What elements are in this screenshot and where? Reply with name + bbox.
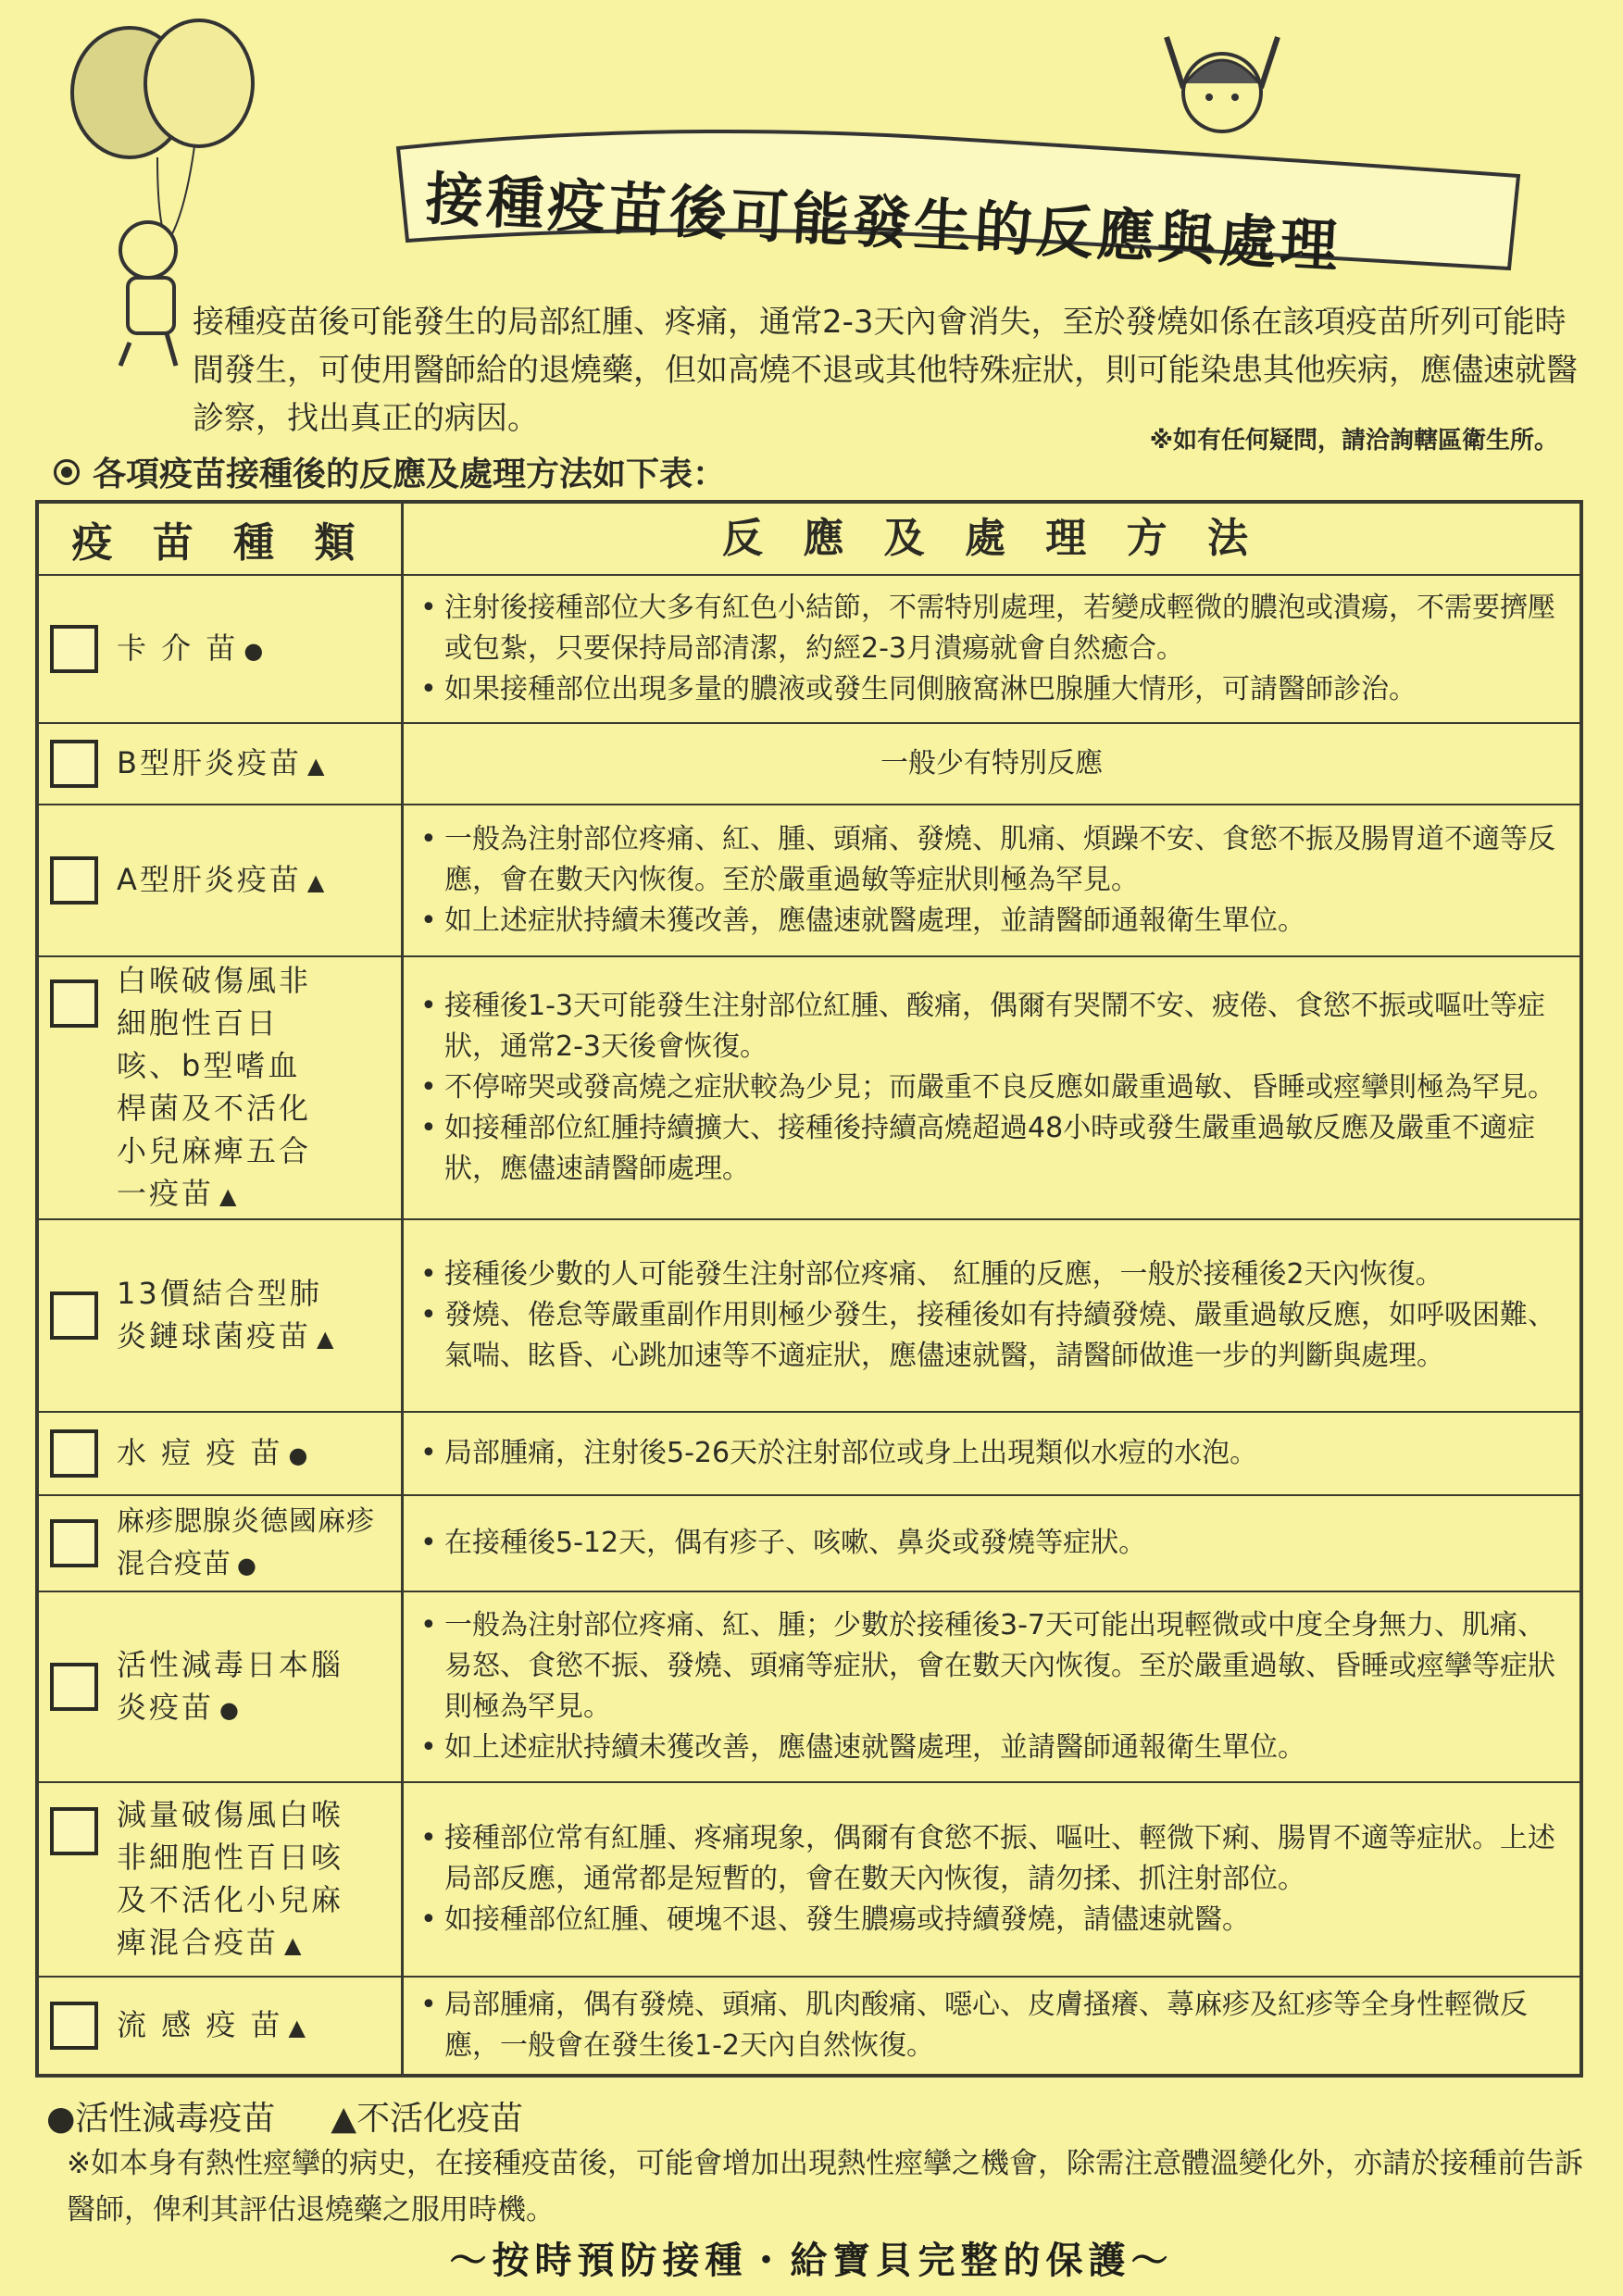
reaction-item: • 一般為注射部位疼痛、紅、腫、頭痛、發燒、肌痛、煩躁不安、食慾不振及腸胃道不適等反應，會在數天內恢復。至於嚴重過敏等症狀則極為罕見。 [418, 819, 1565, 901]
table-row [39, 574, 1579, 722]
vaccine-name: B型肝炎疫苗 ▲ [117, 744, 328, 780]
vaccine-name: 白喉破傷風非細胞性百日咳、b型嗜血桿菌及不活化小兒麻痺五合一疫苗 ▲ [117, 962, 312, 1211]
vaccine-cell [39, 1783, 404, 1976]
reaction-item: • 如上述症狀持續未獲改善，應儘速就醫處理，並請醫師通報衛生單位。 [418, 1728, 1565, 1768]
reaction-item: • 一般為注射部位疼痛、紅、腫；少數於接種後3-7天可能出現輕微或中度全身無力、肌痛、易怒、食慾不振、發燒、頭痛等症狀，會在數天內恢復。至於嚴重過敏、昏睡或痙攣等症狀則極為罕見。 [418, 1605, 1565, 1728]
vaccine-name: A型肝炎疫苗 ▲ [117, 861, 328, 897]
reaction-item: • 局部腫痛，偶有發燒、頭痛、肌肉酸痛、噁心、皮膚搔癢、蕁麻疹及紅疹等全身性輕微反應，一般會在發生後1-2天內自然恢復。 [418, 1985, 1565, 2066]
vaccine-cell [39, 1220, 404, 1411]
vaccine-cell [39, 1592, 404, 1781]
vaccine-name: 減量破傷風白喉非細胞性百日咳及不活化小兒麻痺混合疫苗 ▲ [117, 1796, 344, 1960]
reaction-item: • 局部腫痛，注射後5-26天於注射部位或身上出現類似水痘的水泡。 [418, 1433, 1565, 1474]
reaction-item: • 接種部位常有紅腫、疼痛現象，偶爾有食慾不振、嘔吐、輕微下痢、腸胃不適等症狀。上述局部反應，通常都是短暫的，會在數天內恢復，請勿揉、抓注射部位。 [418, 1818, 1565, 1900]
footnote: ※如本身有熱性痙攣的病史，在接種疫苗後，可能會增加出現熱性痙攣之機會，除需注意體溫變化外，亦請於接種前告訴醫師，俾利其評估退燒藥之服用時機。 [67, 2147, 1583, 2227]
reaction-cell [404, 1496, 1579, 1591]
reaction-item: • 如上述症狀持續未獲改善，應儘速就醫處理，並請醫師通報衛生單位。 [418, 901, 1565, 942]
table-row [39, 1781, 1579, 1976]
vaccine-checkbox[interactable] [50, 856, 98, 905]
reaction-cell [404, 1783, 1579, 1976]
vaccine-checkbox[interactable] [50, 980, 98, 1028]
legend-inactivated: ▲不活化疫苗 [331, 2100, 524, 2138]
intro-text: 接種疫苗後可能發生的局部紅腫、疼痛，通常2-3天內會消失，至於發燒如係在該項疫苗所列可能時間發生，可使用醫師給的退燒藥，但如高燒不退或其他特殊症狀，則可能染患其他疾病，應儘速就醫診察，找出真正的病因。 [193, 304, 1578, 437]
vaccine-name: 水 痘 疫 苗 ● [117, 1434, 311, 1470]
reaction-cell [404, 1413, 1579, 1494]
section-title [54, 448, 726, 495]
table-row [39, 1218, 1579, 1411]
legend [46, 2092, 523, 2140]
vaccine-name: 13價結合型肺炎鏈球菌疫苗 ▲ [117, 1275, 337, 1354]
reaction-item: • 在接種後5-12天，偶有疹子、咳嗽、鼻炎或發燒等症狀。 [418, 1523, 1565, 1564]
vaccine-cell [39, 1496, 404, 1591]
page-title: 接種疫苗後可能發生的反應與處理 [423, 165, 1343, 281]
table-row [39, 955, 1579, 1218]
reaction-cell [404, 576, 1579, 722]
vaccine-checkbox[interactable] [50, 1807, 98, 1855]
reaction-cell [404, 957, 1579, 1218]
section-title-text: 各項疫苗接種後的反應及處理方法如下表： [93, 455, 727, 493]
col-header-vaccine: 疫 苗 種 類 [39, 504, 404, 574]
vaccine-name: 卡 介 苗 ● [117, 630, 267, 666]
vaccine-cell [39, 724, 404, 804]
vaccine-name: 流 感 疫 苗 ▲ [117, 2006, 308, 2042]
table-row [39, 1591, 1579, 1781]
reaction-item: • 不停啼哭或發高燒之症狀較為少見；而嚴重不良反應如嚴重過敏、昏睡或痙攣則極為罕見。 [418, 1067, 1565, 1108]
reaction-item: • 注射後接種部位大多有紅色小結節，不需特別處理，若變成輕微的膿泡或潰瘍，不需要擠壓或包紮，只要保持局部清潔，約經2-3月潰瘍就會自然癒合。 [418, 588, 1565, 669]
table-row [39, 1494, 1579, 1591]
vaccine-checkbox[interactable] [50, 740, 98, 788]
reaction-item: • 接種後1-3天可能發生注射部位紅腫、酸痛，偶爾有哭鬧不安、疲倦、食慾不振或嘔吐等症狀，通常2-3天後會恢復。 [418, 986, 1565, 1067]
reaction-item: 一般少有特別反應 [880, 747, 1103, 780]
vaccine-cell [39, 957, 404, 1218]
reaction-cell [404, 1592, 1579, 1781]
table-header [39, 504, 1579, 574]
reaction-item: • 如果接種部位出現多量的膿液或發生同側腋窩淋巴腺腫大情形，可請醫師診治。 [418, 669, 1565, 710]
legend-live: ●活性減毒疫苗 [46, 2100, 276, 2138]
slogan: ～按時預防接種・給寶貝完整的保護～ [449, 2240, 1174, 2282]
table-row [39, 804, 1579, 955]
vaccine-checkbox[interactable] [50, 1519, 98, 1567]
reaction-item: • 如接種部位紅腫持續擴大、接種後持續高燒超過48小時或發生嚴重過敏反應及嚴重不適症狀，應儘速請醫師處理。 [418, 1108, 1565, 1190]
vaccine-cell [39, 805, 404, 955]
reaction-cell [404, 1220, 1579, 1411]
vaccine-table [35, 500, 1583, 2078]
reaction-item: • 發燒、倦怠等嚴重副作用則極少發生，接種後如有持續發燒、嚴重過敏反應，如呼吸困難、氣喘、眩昏、心跳加速等不適症狀，應儘速就醫，請醫師做進一步的判斷與處理。 [418, 1295, 1565, 1377]
reaction-cell [404, 724, 1579, 804]
vaccine-checkbox[interactable] [50, 2002, 98, 2050]
vaccine-cell [39, 1413, 404, 1494]
table-row [39, 722, 1579, 804]
bullet-icon [54, 459, 80, 485]
reaction-item: • 接種後少數的人可能發生注射部位疼痛、 紅腫的反應，一般於接種後2天內恢復。 [418, 1254, 1565, 1295]
vaccine-checkbox[interactable] [50, 1663, 98, 1711]
vaccine-checkbox[interactable] [50, 1429, 98, 1478]
col-header-reaction: 反 應 及 處 理 方 法 [722, 515, 1261, 562]
vaccine-name: 麻疹腮腺炎德國麻疹混合疫苗 ● [117, 1504, 375, 1580]
vaccine-checkbox[interactable] [50, 625, 98, 673]
vaccine-cell [39, 576, 404, 722]
reaction-item: • 如接種部位紅腫、硬塊不退、發生膿瘍或持續發燒，請儘速就醫。 [418, 1900, 1565, 1940]
reaction-cell [404, 805, 1579, 955]
table-row [39, 1411, 1579, 1494]
vaccine-checkbox[interactable] [50, 1292, 98, 1340]
vaccine-cell [39, 1978, 404, 2074]
reaction-cell [404, 1978, 1579, 2074]
vaccine-name: 活性減毒日本腦炎疫苗 ● [117, 1646, 344, 1725]
contact-note: ※如有任何疑問，請洽詢轄區衛生所。 [1149, 427, 1558, 455]
table-row [39, 1976, 1579, 2074]
